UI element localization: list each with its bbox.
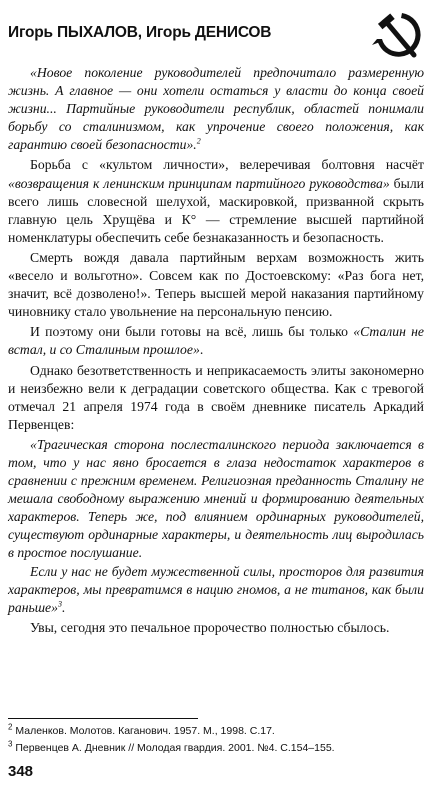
page-number: 348 [8, 763, 34, 780]
running-header: Игорь ПЫХАЛОВ, Игорь ДЕНИСОВ [8, 24, 272, 41]
hammer-and-sickle-icon [368, 6, 424, 62]
book-page [8, 6, 424, 794]
text-paragraph: Смерть вождя давала партийным верхам возможность жить «весело и вольготно». Совсем как по Достоевскому: «Раз бога нет, значит, всё дозволено!». Теперь высшей мерой наказания партийному чиновнику стало увольнение на персональную пенсию. [8, 249, 424, 320]
text-paragraph: Увы, сегодня это печальное пророчество полностью сбылось. [30, 619, 390, 635]
footnote: $^3$ Первенцев А. Дневник // Молодая гвардия. 2001. №4. С.154–155. [8, 739, 335, 754]
text-paragraph: Однако безответственность и неприкасаемость элиты закономерно и неизбежно вели к деградации советского общества. Как с тревогой отмечал 21 апреля 1974 года в своём дневнике писатель Аркадий Первенцев: [8, 362, 424, 432]
footnote: $^2$ Маленков. Молотов. Каганович. 1957. М., 1998. С.17. [8, 722, 275, 737]
quote-paragraph: «Новое поколение руководителей предпочитало размеренную жизнь. А главное — они хотели остаться у власти до конца своей жизни... Партийные руководители республик, областей понимали борьбу со сталинизмом, как упрочение своего положения, как гарантию своей безопасности».$^2$ [8, 65, 424, 153]
text-paragraph: И поэтому они были готовы на всё, лишь бы только «Сталин не встал, и со Сталиным прошлое». [8, 324, 425, 358]
footnote-divider [8, 718, 198, 719]
quote-paragraph: Если у нас не будет мужественной силы, просторов для развития характеров, мы превратимся в нацию гномов, а не титанов, как были раньше»$^3$. [8, 563, 424, 615]
text-paragraph: Борьба с «культом личности», велеречивая болтовня насчёт «возвращения к ленинским принципам партийного руководства» были всего лишь словесной шелухой, маскировкой, призванной скрыть главную цель Хрущёва и К° — стремление высшей партийной номенклатуры обеспечить себе безнаказанность и безопасность. [8, 157, 424, 245]
quote-paragraph: «Трагическая сторона послесталинского периода заключается в том, что у нас явно бросается в глаза недостаток характеров в сравнении с прежним временем. Религиозная преданность Сталину не мешала свободному выражению мнений и формированию деятельных характеров. Теперь же, под влиянием ординарных руководителей, существуют ординарные характеры, и деятельность лиц выродилась в простое послушание. [8, 436, 424, 561]
main-text [8, 64, 424, 637]
